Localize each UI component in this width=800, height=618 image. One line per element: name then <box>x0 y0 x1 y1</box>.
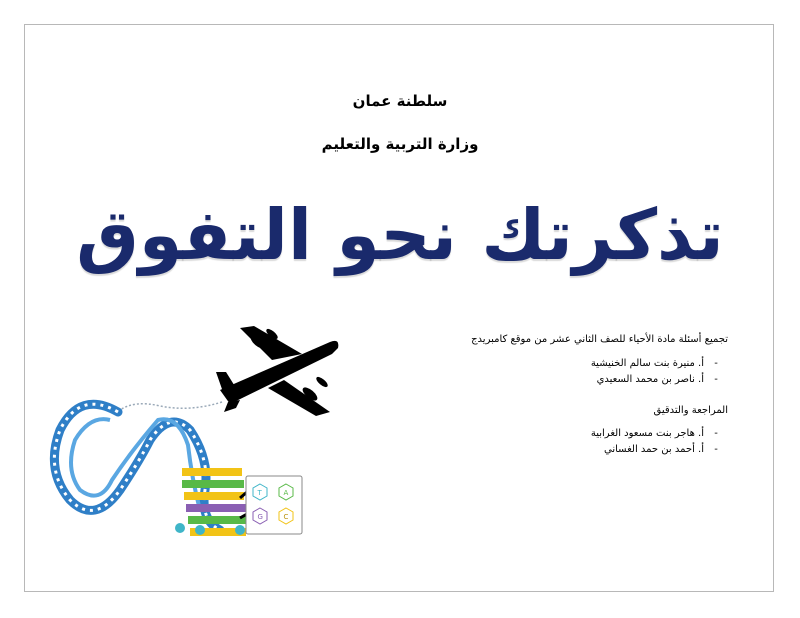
nucleotide-box <box>246 476 302 534</box>
base-letter: T <box>257 489 262 497</box>
review-heading: المراجعة والتدقيق <box>653 405 728 416</box>
country-name: سلطنة عمان <box>352 92 448 110</box>
compilation-heading: تجميع أسئلة مادة الأحياء للصف الثاني عشر من موقع كامبريدج <box>471 334 728 345</box>
list-item: -أ. ناصر بن محمد السعيدي <box>596 374 718 385</box>
ministry-name: وزارة التربية والتعليم <box>321 135 479 153</box>
airplane-icon <box>216 326 338 416</box>
document-title: تذكرتك نحو التفوق <box>76 194 724 276</box>
base-letter: G <box>257 513 263 521</box>
cover-illustration <box>40 320 360 550</box>
base-letter: A <box>283 489 289 497</box>
authors-list <box>348 356 728 388</box>
tow-line <box>120 402 222 410</box>
base-letter: C <box>283 513 289 521</box>
reviewers-list <box>348 426 728 458</box>
list-item: -أ. هاجر بنت مسعود الغرابية <box>590 428 718 439</box>
list-item: -أ. منيرة بنت سالم الخنيشية <box>590 358 718 369</box>
list-item: -أ. أحمد بن حمد الغساني <box>603 444 718 455</box>
